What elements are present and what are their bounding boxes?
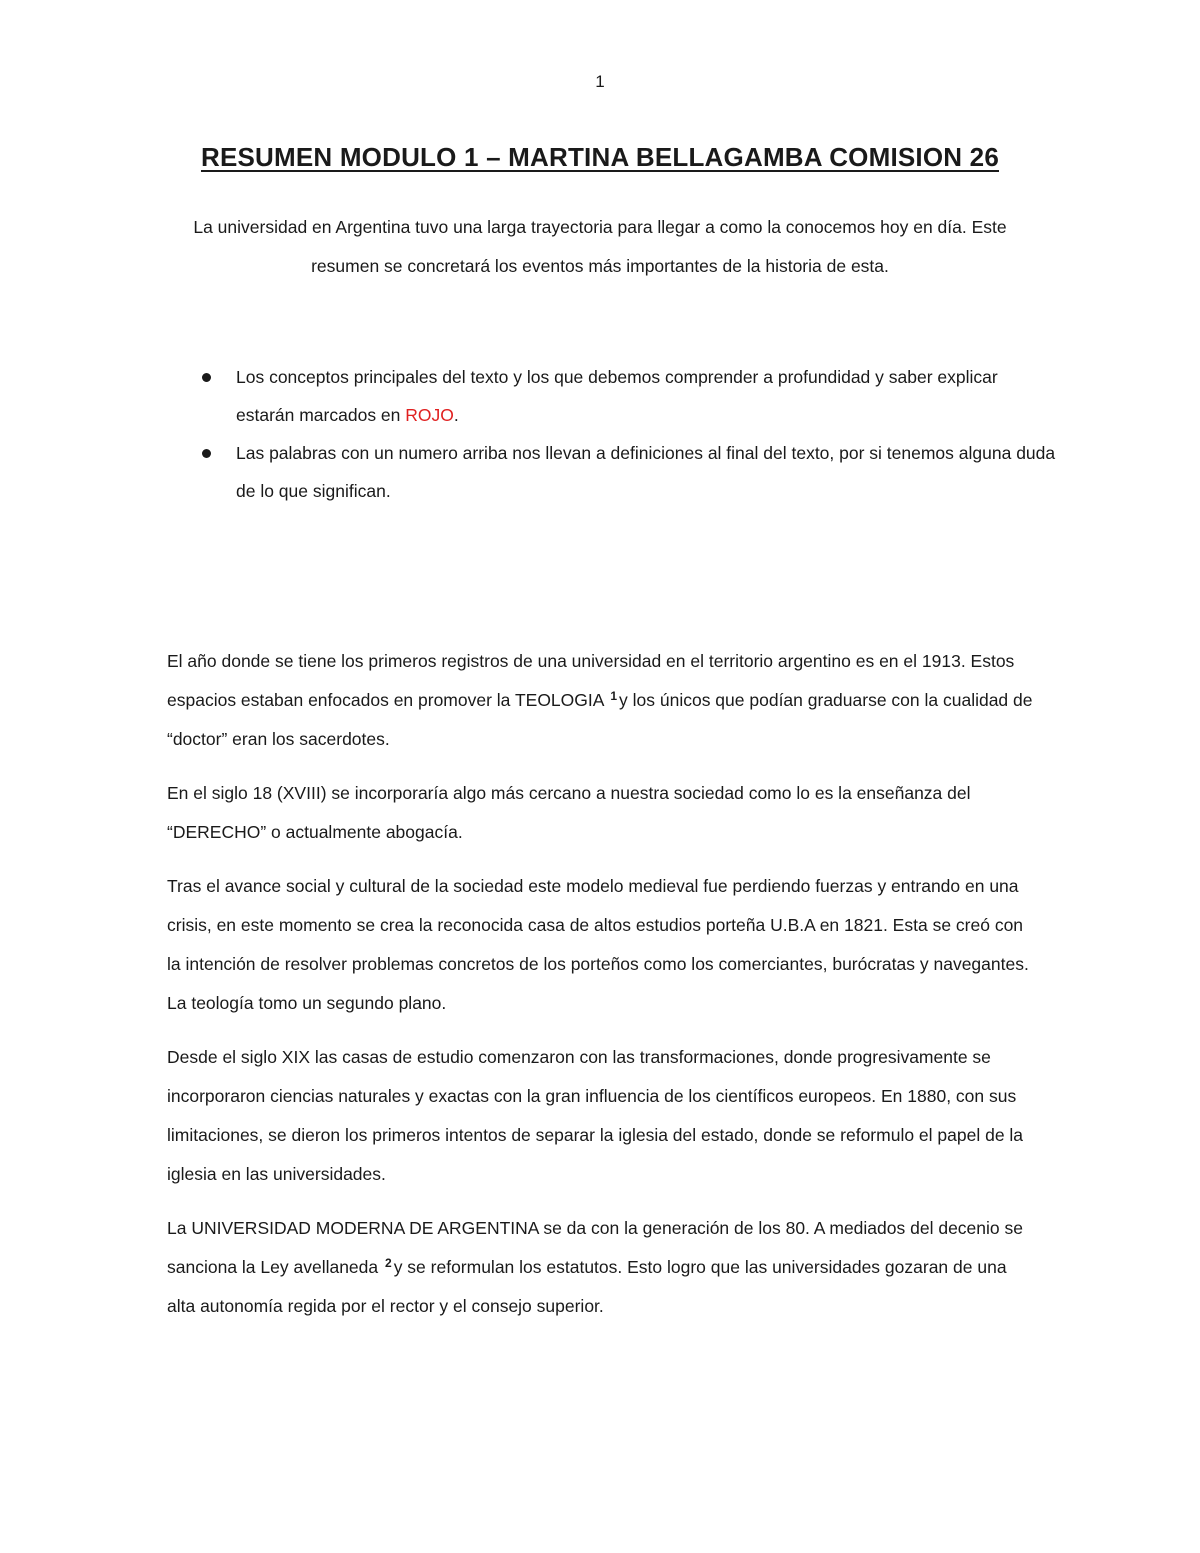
intro-paragraph: La universidad en Argentina tuvo una larga trayectoria para llegar a como la conocemos hoy en día. Este resumen se concretará los eventos más importantes de la historia de esta.	[193, 217, 1007, 276]
paragraph-siglo-xix: Desde el siglo XIX las casas de estudio comenzaron con las transformaciones, donde progresivamente se incorporaron ciencias naturales y exactas con la gran influencia de los científicos europeos. En 1880, con sus limitaciones, se dieron los primeros intentos de separar la iglesia del estado, donde se reformulo el papel de la iglesia en las universidades.	[167, 1047, 1024, 1184]
footnote-ref-1: 1	[610, 689, 618, 703]
paragraph-text: El año donde se tiene los primeros registros de una universidad en el territorio argentino es en el 1913. Estos espacios estaban enfocados en promover la TEOLOGIA	[167, 651, 1015, 710]
bullet-list	[236, 358, 1056, 510]
paragraph-text-end: y se reformulan los estatutos. Esto logro que las universidades gozaran de una alta autonomía regida por el rector y el consejo superior.	[167, 1257, 1007, 1316]
paragraph-text-end: y los únicos que podían graduarse con la cualidad de “doctor” eran los sacerdotes.	[167, 690, 1033, 749]
bullet-text: Las palabras con un numero arriba nos llevan a definiciones al final del texto, por si tenemos alguna duda de lo que significan.	[236, 443, 1056, 501]
bullet-dot-icon	[202, 449, 211, 458]
page-number: 1	[595, 72, 605, 91]
bullet-dot-icon	[202, 373, 211, 382]
bullet-text: Los conceptos principales del texto y los que debemos comprender a profundidad y saber explicar estarán marcados en	[236, 367, 998, 425]
document-title: RESUMEN MODULO 1 – MARTINA BELLAGAMBA COMISION 26	[200, 142, 999, 172]
bullet-text-end: .	[453, 405, 459, 425]
body-text	[167, 642, 1037, 1341]
bullet-item-concepts	[236, 358, 1056, 434]
paragraph-uba: Tras el avance social y cultural de la sociedad este modelo medieval fue perdiendo fuerzas y entrando en una crisis, en este momento se crea la reconocida casa de altos estudios porteña U.B.A en 1821. Esta se creó con la intención de resolver problemas concretos de los porteños como los comerciantes, burócratas y navegantes. La teología tomo un segundo plano.	[167, 876, 1029, 1013]
paragraph-text: La UNIVERSIDAD MODERNA DE ARGENTINA se da con la generación de los 80. A mediados del decenio se sanciona la Ley avellaneda	[167, 1218, 1023, 1277]
footnote-ref-2: 2	[385, 1256, 392, 1270]
bullet-item-definitions	[236, 434, 1056, 510]
red-keyword: ROJO	[405, 405, 454, 425]
paragraph-first-records	[167, 642, 1037, 759]
paragraph-universidad-moderna	[167, 1209, 1037, 1326]
paragraph-derecho: En el siglo 18 (XVIII) se incorporaría algo más cercano a nuestra sociedad como lo es la enseñanza del “DERECHO” o actualmente abogacía.	[167, 783, 971, 842]
